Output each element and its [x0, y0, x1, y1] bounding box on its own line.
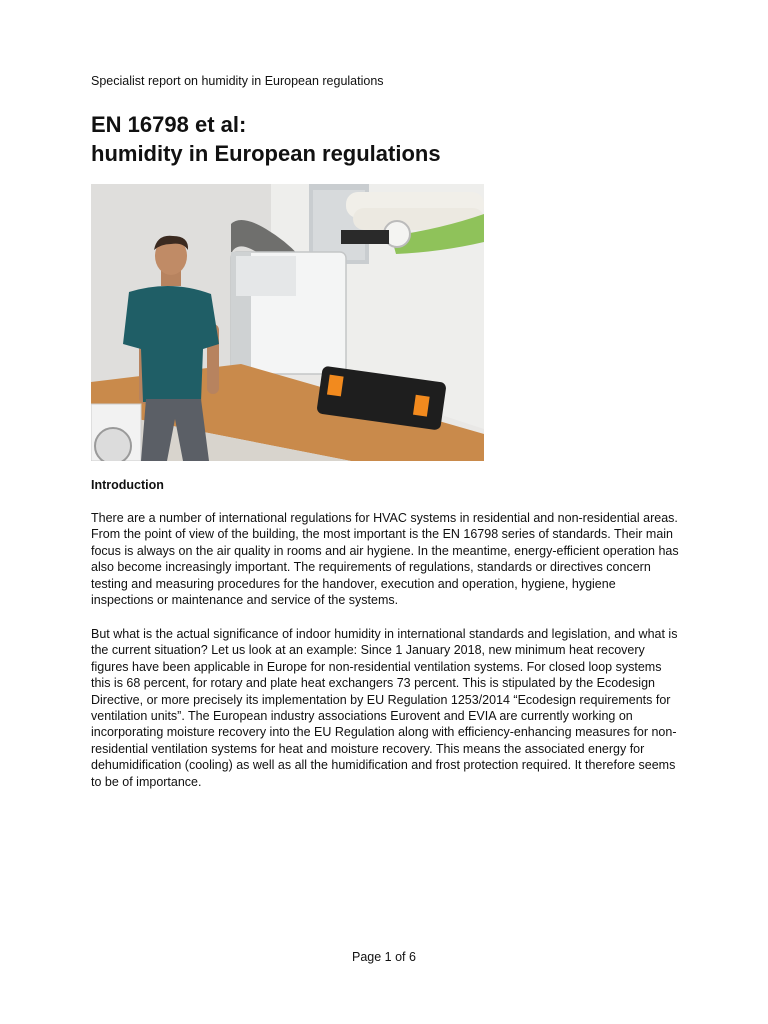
paragraph: But what is the actual significance of indoor humidity in international standards and legislation, and what is the current situation? Let us look at an example: Since 1 January 2018, new minimum heat recovery figures have been applicable in Europe for non-residential ventilation systems. For closed loop systems this is 68 percent, for rotary and plate heat exchangers 73 percent. This is stipulated by the Ecodesign Directive, or more precisely its implementation by EU Regulation 1253/2014 “Ecodesign requirements for ventilation units”. The European industry associations Eurovent and EVIA are currently working on incorporating moisture recovery into the EU Regulation along with efficiency-enhancing measures for non-residential ventilation systems for heat and moisture recovery. This means the associated energy for dehumidification (cooling) as well as all the humidification and frost protection required. It therefore seems to be of importance. — [91, 627, 678, 789]
section-heading-introduction: Introduction — [91, 478, 164, 492]
running-header: Specialist report on humidity in European regulations — [91, 74, 384, 88]
title-line-1: EN 16798 et al: — [91, 112, 247, 137]
document-title — [91, 110, 441, 168]
technician-photo — [91, 184, 484, 461]
paragraph: There are a number of international regulations for HVAC systems in residential and non-residential areas. From the point of view of the building, the most important is the EN 16798 series of standards. Their main focus is always on the air quality in rooms and air hygiene. In the meantime, energy-efficient operation has also become increasingly important. The requirements of regulations, standards or directives concern testing and measuring procedures for the handover, execution and operation, hygiene, hygiene inspections or maintenance and service of the systems. — [91, 511, 679, 608]
title-line-2: humidity in European regulations — [91, 141, 441, 166]
page-number: Page 1 of 6 — [352, 950, 416, 964]
